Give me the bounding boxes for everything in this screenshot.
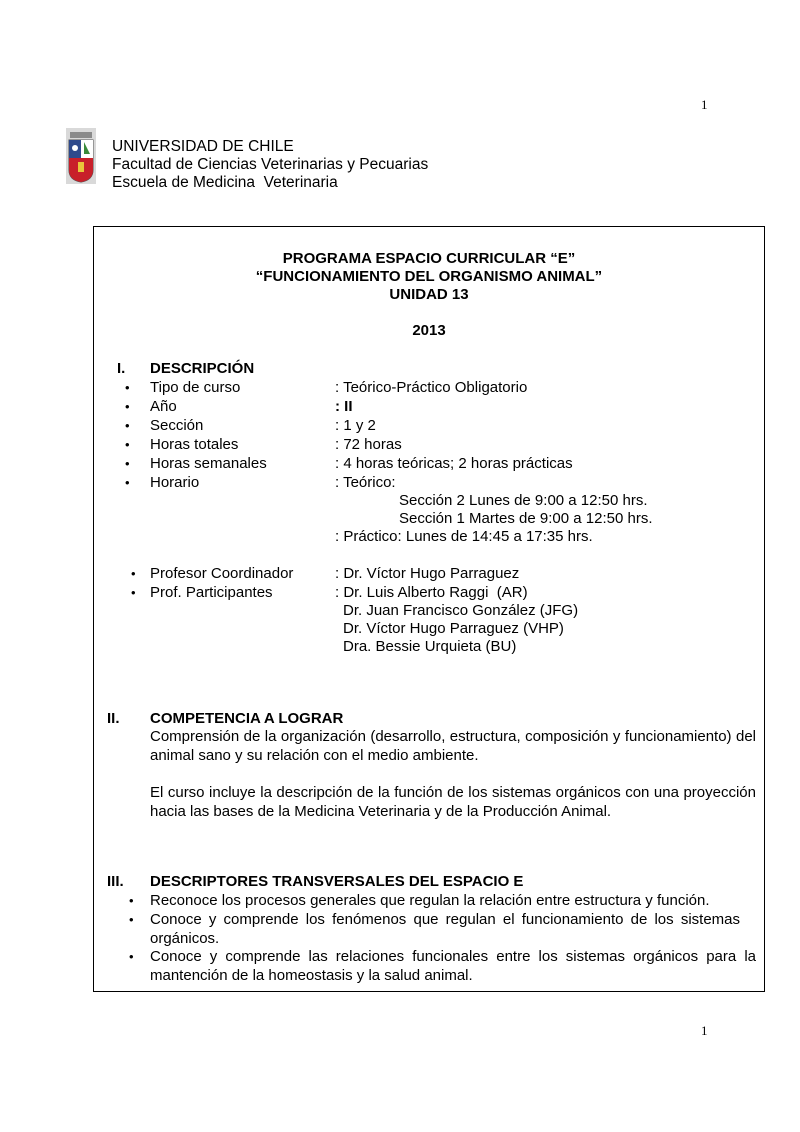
bullet: •: [129, 893, 134, 908]
participants-label: Prof. Participantes: [150, 584, 273, 601]
row-value: : Teórico:: [335, 474, 396, 491]
row-label: Horas totales: [150, 436, 239, 453]
descriptor-item: Conoce y comprende las relaciones funcionales entre los sistemas orgánicos para la mantención de la homeostasis y la salud animal.: [150, 948, 756, 984]
row-value: : 1 y 2: [335, 417, 376, 434]
row-label: Horas semanales: [150, 455, 267, 472]
bullet: •: [125, 475, 130, 490]
row-value: : 72 horas: [335, 436, 402, 453]
bullet: •: [125, 418, 130, 433]
section1-heading: DESCRIPCIÓN: [150, 360, 255, 377]
row-label: Sección: [150, 417, 204, 434]
bullet: •: [129, 912, 134, 927]
section2-numeral: II.: [107, 710, 120, 727]
bullet: •: [131, 566, 136, 581]
university-name: UNIVERSIDAD DE CHILE: [112, 138, 294, 155]
course-title: “FUNCIONAMIENTO DEL ORGANISMO ANIMAL”: [255, 268, 603, 285]
descriptor-item: Conoce y comprende los fenómenos que regulan el funcionamiento de los sistemas orgánicos.: [150, 911, 740, 947]
coordinator-label: Profesor Coordinador: [150, 565, 294, 582]
descriptor-item: Reconoce los procesos generales que regulan la relación entre estructura y función.: [150, 892, 710, 909]
section3-heading: DESCRIPTORES TRANSVERSALES DEL ESPACIO E: [150, 873, 524, 890]
row-label: Año: [150, 398, 177, 415]
faculty-name: Facultad de Ciencias Veterinarias y Pecuarias: [112, 156, 429, 173]
bullet: •: [125, 437, 130, 452]
participant: Dra. Bessie Urquieta (BU): [343, 638, 517, 655]
page-number-bottom: 1: [701, 1023, 708, 1038]
participant: Dr. Juan Francisco González (JFG): [343, 602, 579, 619]
row-value: : 4 horas teóricas; 2 horas prácticas: [335, 455, 573, 472]
section2-heading: COMPETENCIA A LOGRAR: [150, 710, 344, 727]
schedule-line: Sección 2 Lunes de 9:00 a 12:50 hrs.: [399, 492, 648, 509]
bullet: •: [129, 949, 134, 964]
competence-paragraph: Comprensión de la organización (desarrollo, estructura, composición y funcionamiento) del animal sano y su relación con el medio ambiente.: [150, 728, 756, 764]
university-crest-icon: [66, 128, 96, 184]
coordinator-value: : Dr. Víctor Hugo Parraguez: [335, 565, 520, 582]
school-name: Escuela de Medicina Veterinaria: [112, 174, 338, 191]
bullet: •: [125, 399, 130, 414]
practical-schedule: : Práctico: Lunes de 14:45 a 17:35 hrs.: [335, 528, 593, 545]
bullet: •: [125, 380, 130, 395]
section3-numeral: III.: [107, 873, 124, 890]
unit-title: UNIDAD 13: [389, 286, 469, 303]
row-value: : II: [335, 398, 353, 415]
bullet: •: [125, 456, 130, 471]
row-label: Horario: [150, 474, 200, 491]
participant: Dr. Víctor Hugo Parraguez (VHP): [343, 620, 564, 637]
schedule-line: Sección 1 Martes de 9:00 a 12:50 hrs.: [399, 510, 653, 527]
section1-numeral: I.: [117, 360, 126, 377]
row-value: : Teórico-Práctico Obligatorio: [335, 379, 528, 396]
bullet: •: [131, 585, 136, 600]
competence-paragraph: El curso incluye la descripción de la función de los sistemas orgánicos con una proyección hacia las bases de la Medicina Veterinaria y de la Producción Animal.: [150, 784, 756, 820]
program-box: [93, 226, 765, 992]
row-label: Tipo de curso: [150, 379, 241, 396]
program-title: PROGRAMA ESPACIO CURRICULAR “E”: [282, 250, 576, 267]
year: 2013: [412, 322, 446, 339]
page-number-top: 1: [701, 97, 708, 112]
participant: : Dr. Luis Alberto Raggi (AR): [335, 584, 528, 601]
